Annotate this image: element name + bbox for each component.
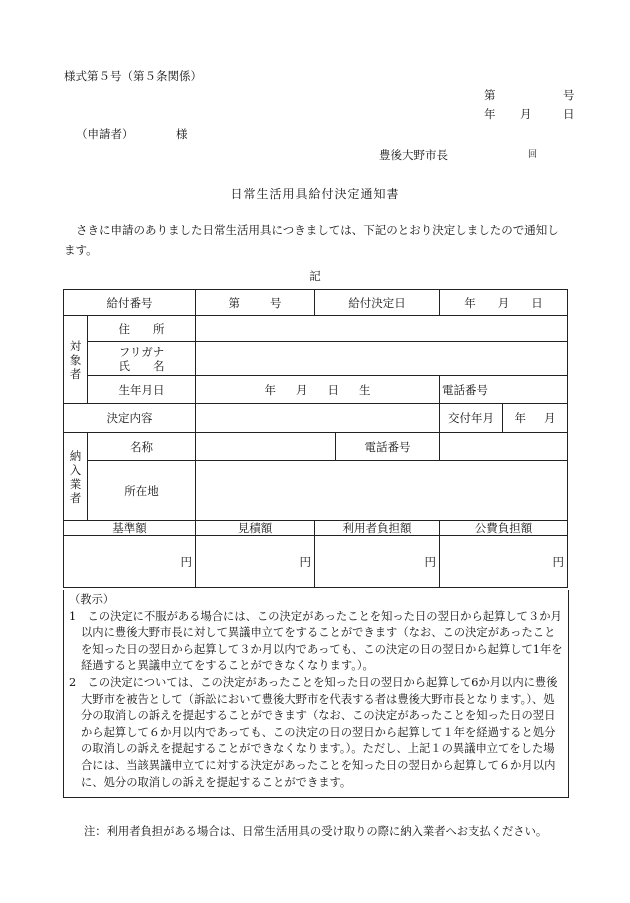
decision-content-label: 決定内容 <box>64 404 196 433</box>
amount-header-user-burden: 利用者負担額 <box>315 521 440 536</box>
name-label-cell <box>88 342 196 376</box>
document-number-prefix: 第 <box>484 88 496 102</box>
issue-month-cell[interactable] <box>440 404 568 433</box>
yen-unit: 円 <box>180 554 192 569</box>
table-row <box>64 461 568 521</box>
issue-year: 年 <box>514 411 526 425</box>
issue-date-year: 年 <box>484 107 496 121</box>
table-row <box>64 376 568 404</box>
note-item: 2 この決定については、この決定があったことを知った日の翌日から起算して6か月以内に豊後大野市を被告として（訴訟において豊後大野市を代表する者は豊後大野市長となります。）、処分の取消しの訴えを提起することができます（なお、この決定があったことを知った日の翌日から起算して６か月以内であっても、この決定の日の翌日から起算して１年を経過すると処分の取消しの訴えを提起することができなくなります。）。ただし、上記１の異議申立てをした場合には、当該異議申立てに対する決定があったことを知った日の翌日から起算して６か月以内に、処分の取消しの訴えを提起することができます。 <box>69 675 558 789</box>
table-row <box>64 316 568 342</box>
amount-header-estimate: 見積額 <box>196 521 315 536</box>
decision-date-day: 日 <box>531 295 543 310</box>
target-char: 象 <box>69 352 82 367</box>
yen-unit: 円 <box>424 554 436 569</box>
supplier-phone-label: 電話番号 <box>336 433 440 461</box>
target-char: 対 <box>69 338 82 353</box>
applicant-honorific: 様 <box>176 127 188 141</box>
amount-header-public-burden: 公費負担額 <box>440 521 568 536</box>
supplier-char: 納 <box>69 448 82 463</box>
yen-unit: 円 <box>299 554 311 569</box>
table-row <box>64 290 568 316</box>
target-person-label <box>64 316 88 404</box>
decision-content-field[interactable] <box>196 404 440 433</box>
form-number-label: 様式第５号（第５条関係） <box>64 69 202 83</box>
decision-date-year: 年 <box>464 295 476 310</box>
base-amount-field[interactable] <box>64 536 196 588</box>
birthdate-year: 年 <box>264 382 276 397</box>
issue-date-month: 月 <box>520 107 532 121</box>
estimate-amount-field[interactable] <box>196 536 315 588</box>
payment-number-go: 号 <box>270 295 282 310</box>
table-row <box>64 342 568 376</box>
ki-mark: 記 <box>309 269 321 283</box>
supplier-location-field[interactable] <box>196 461 568 521</box>
applicant-label: （申請者） <box>76 127 134 141</box>
decision-date-month: 月 <box>497 295 510 310</box>
payment-number-label: 給付番号 <box>64 290 196 316</box>
document-title: 日常生活用具給付決定通知書 <box>230 187 400 201</box>
body-paragraph: さきに申請のありました日常生活用具につきましては、下記のとおり決定しましたので通知します。 <box>64 223 559 257</box>
document-number-suffix: 号 <box>563 88 575 102</box>
user-burden-field[interactable] <box>315 536 440 588</box>
issue-month: 月 <box>544 411 556 425</box>
name-field[interactable] <box>196 342 568 376</box>
supplier-char: 者 <box>69 490 82 505</box>
table-row <box>64 433 568 461</box>
table-row <box>64 536 568 588</box>
address-field[interactable] <box>196 316 568 342</box>
phone-label: 電話番号 <box>442 382 488 397</box>
table-row <box>64 404 568 433</box>
seal-mark: 回 <box>528 150 538 160</box>
birthdate-sei: 生 <box>359 382 371 397</box>
birthdate-field[interactable] <box>196 376 440 404</box>
birthdate-label: 生年月日 <box>88 376 196 404</box>
yen-unit: 円 <box>552 554 564 569</box>
notes-heading: （教示） <box>69 593 115 606</box>
decision-date-cell[interactable] <box>440 290 568 316</box>
supplier-char: 業 <box>69 476 82 491</box>
phone-cell[interactable] <box>440 376 568 404</box>
supplier-label <box>64 433 88 521</box>
supplier-phone-field[interactable] <box>440 433 568 461</box>
birthdate-day: 日 <box>327 382 339 397</box>
supplier-name-label: 名称 <box>88 433 196 461</box>
birthdate-month: 月 <box>296 382 308 397</box>
table-row <box>64 521 568 536</box>
issue-month-label: 交付年月 <box>440 404 503 432</box>
supplier-location-label: 所在地 <box>88 461 196 521</box>
amount-header-base: 基準額 <box>64 521 196 536</box>
decision-table <box>63 289 568 588</box>
address-label: 住 所 <box>88 316 196 342</box>
instruction-notes <box>63 590 569 798</box>
public-burden-field[interactable] <box>440 536 568 588</box>
name-label: 氏 名 <box>118 358 165 373</box>
payment-number-dai: 第 <box>228 295 240 310</box>
footer-note: 注：利用者負担がある場合は、日常生活用具の受け取りの際に納入業者へお支払ください。 <box>84 825 548 838</box>
issue-date-day: 日 <box>563 107 575 121</box>
payment-number-cell[interactable] <box>196 290 315 316</box>
mayor-label: 豊後大野市長 <box>379 148 448 162</box>
note-item: 1 この決定に不服がある場合には、この決定があったことを知った日の翌日から起算して３か月以内に豊後大野市長に対して異議申立てをすることができます（なお、この決定があったことを知った日の翌日から起算して３か月以内であっても、この決定の日の翌日から起算して1年を経過すると異議申立てをすることができなくなります。）。 <box>69 609 563 673</box>
supplier-char: 入 <box>69 462 82 477</box>
decision-date-label: 給付決定日 <box>315 290 440 316</box>
supplier-name-field[interactable] <box>196 433 336 461</box>
target-char: 者 <box>69 366 82 381</box>
furigana-label: フリガナ <box>118 344 165 359</box>
